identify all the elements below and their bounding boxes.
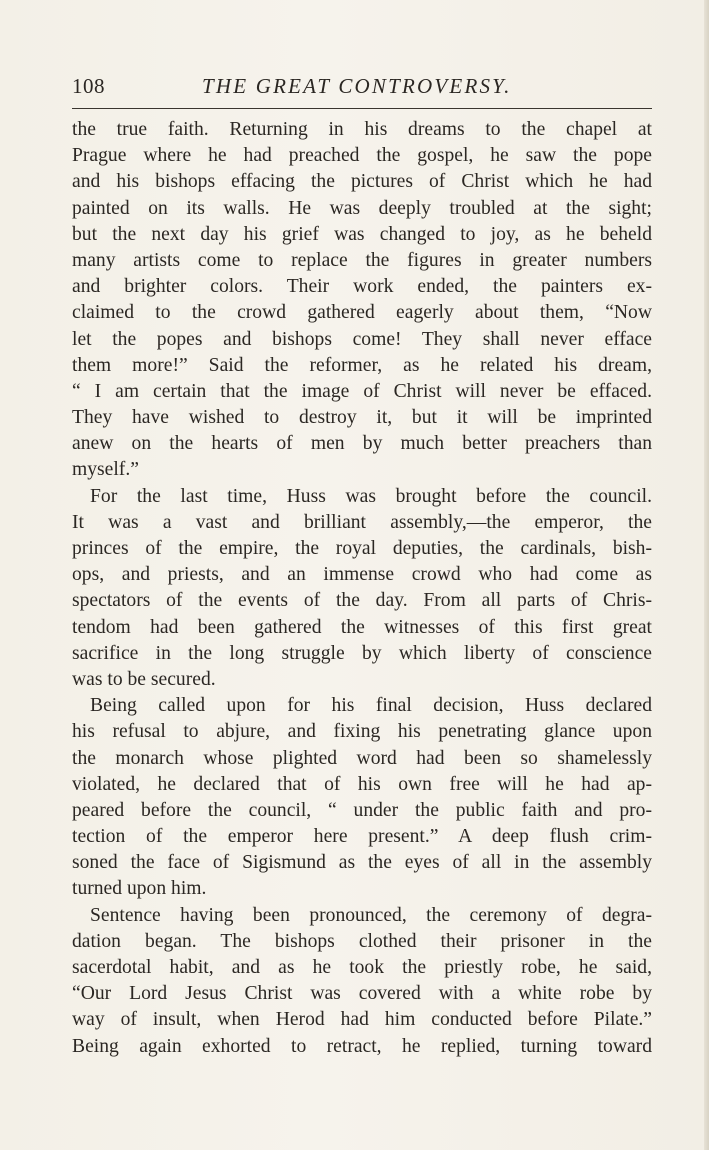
text-line: them more!” Said the reformer, as he related his dream, — [72, 354, 652, 376]
text-line: violated, he declared that of his own free will he had ap- — [72, 773, 652, 795]
text-line: peared before the council, “ under the public faith and pro- — [72, 799, 652, 821]
text-line: painted on its walls. He was deeply troubled at the sight; — [72, 197, 652, 219]
header-rule — [72, 108, 652, 109]
text-line: let the popes and bishops come! They shall never efface — [72, 328, 652, 350]
text-line: soned the face of Sigismund as the eyes of all in the assembly — [72, 852, 652, 874]
body-text — [72, 117, 652, 1060]
text-line: and brighter colors. Their work ended, the painters ex- — [72, 276, 652, 298]
text-line: Prague where he had preached the gospel, he saw the pope — [72, 145, 652, 167]
text-line: claimed to the crowd gathered eagerly about them, “Now — [72, 302, 652, 324]
text-line: For the last time, Huss was brought before the council. — [90, 485, 652, 507]
text-line: It was a vast and brilliant assembly,—the emperor, the — [72, 511, 652, 533]
text-line: “ I am certain that the image of Christ will never be effaced. — [72, 380, 652, 402]
text-line: Being again exhorted to retract, he replied, turning toward — [72, 1035, 652, 1057]
text-line: turned upon him. — [72, 878, 207, 900]
text-line: “Our Lord Jesus Christ was covered with a white robe by — [72, 983, 652, 1005]
text-line: many artists come to replace the figures in greater numbers — [72, 249, 652, 271]
page-number: 108 — [72, 74, 105, 98]
text-line: but the next day his grief was changed to joy, as he beheld — [72, 223, 652, 245]
text-line: myself.” — [72, 459, 139, 481]
text-line: way of insult, when Herod had him conducted before Pilate.” — [72, 1009, 652, 1031]
text-line: Sentence having been pronounced, the ceremony of degra- — [90, 904, 652, 926]
text-line: the true faith. Returning in his dreams to the chapel at — [72, 119, 652, 140]
text-line: tection of the emperor here present.” A deep flush crim- — [72, 826, 652, 848]
text-line: anew on the hearts of men by much better preachers than — [72, 433, 652, 455]
text-line: tendom had been gathered the witnesses of this first great — [72, 616, 652, 638]
running-title: THE GREAT CONTROVERSY. — [202, 74, 512, 98]
text-line: They have wished to destroy it, but it will be imprinted — [72, 407, 652, 429]
text-line: the monarch whose plighted word had been so shamelessly — [72, 747, 652, 769]
page-edge — [704, 0, 709, 1150]
text-line: sacrifice in the long struggle by which liberty of conscience — [72, 642, 652, 664]
text-line: and his bishops effacing the pictures of Christ which he had — [72, 171, 652, 193]
text-line: Being called upon for his final decision, Huss declared — [90, 695, 652, 717]
text-line: princes of the empire, the royal deputies, the cardinals, bish- — [72, 538, 652, 559]
text-line: his refusal to abjure, and fixing his penetrating glance upon — [72, 721, 652, 743]
text-line: spectators of the events of the day. From all parts of Chris- — [72, 590, 652, 612]
text-line: ops, and priests, and an immense crowd who had come as — [72, 564, 652, 586]
text-line: was to be secured. — [72, 668, 216, 690]
page-header — [72, 74, 652, 102]
text-line: dation began. The bishops clothed their prisoner in the — [72, 930, 652, 952]
text-line: sacerdotal habit, and as he took the priestly robe, he said, — [72, 957, 652, 978]
